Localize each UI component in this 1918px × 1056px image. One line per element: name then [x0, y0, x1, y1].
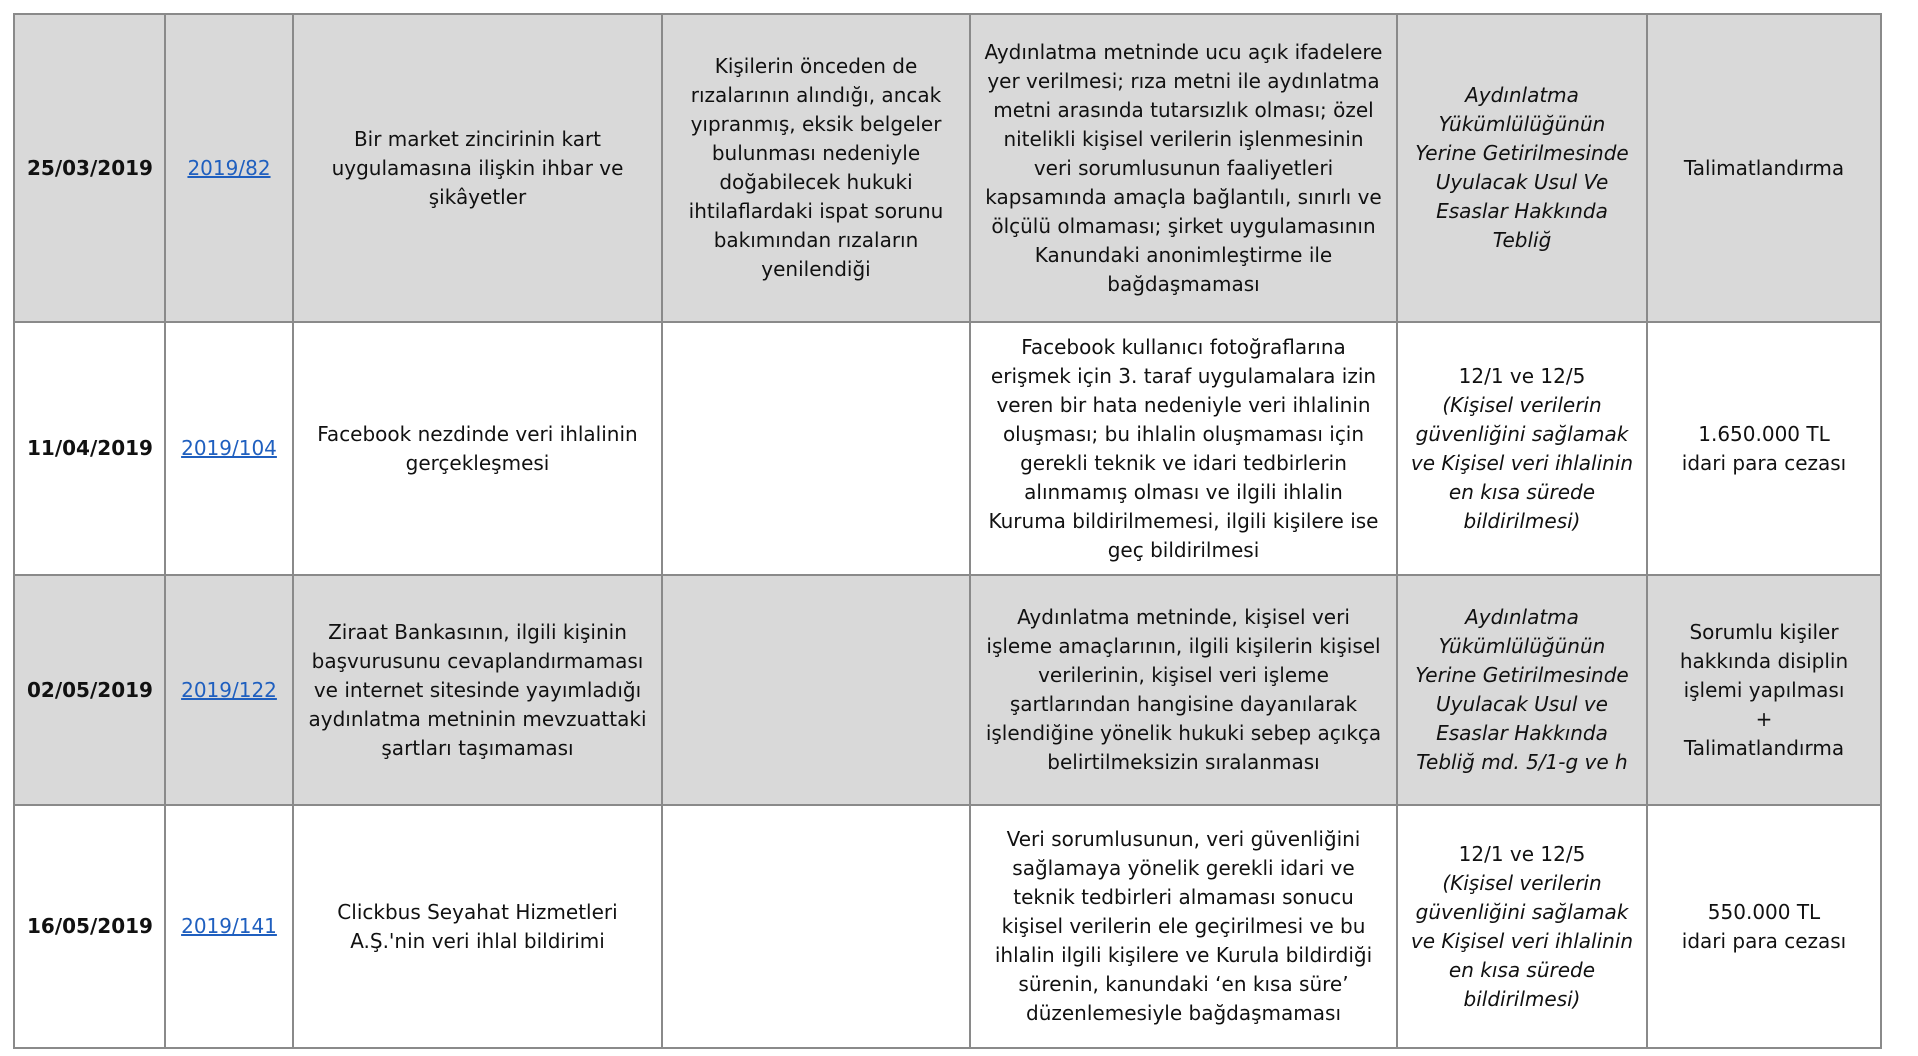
decision-cell: [165, 575, 293, 805]
table-row: [14, 805, 1881, 1048]
subject-cell: Clickbus Seyahat Hizmetleri A.Ş.'nin veri ihlal bildirimi: [293, 805, 662, 1048]
date-cell: 02/05/2019: [14, 575, 165, 805]
decision-link[interactable]: 2019/104: [181, 436, 277, 460]
table-row: [14, 14, 1881, 322]
date-cell: 11/04/2019: [14, 322, 165, 575]
regulation-ref: 12/1 ve 12/5: [1458, 363, 1586, 388]
decision-link[interactable]: 2019/122: [181, 677, 277, 702]
decision-cell: [165, 322, 293, 575]
regulation-cell: [1397, 805, 1647, 1048]
table-row: [14, 575, 1881, 805]
subject-cell: Bir market zincirinin kart uygulamasına ilişkin ihbar ve şikâyetler: [293, 14, 662, 322]
sanction-cell: [1647, 575, 1881, 805]
violation-cell: Facebook kullanıcı fotoğraflarına erişmek için 3. taraf uygulamalara izin veren bir hata nedeniyle veri ihlalinin oluşması; bu ihlalin oluşmaması için gerekli teknik ve idari tedbirlerin alınmamış olması ve ilgili ihlalin Kuruma bildirilmemesi, ilgili kişilere ise geç bildirilmesi: [970, 322, 1397, 575]
note-cell: [662, 322, 970, 575]
violation-cell: Aydınlatma metninde, kişisel veri işleme amaçlarının, ilgili kişilerin kişisel verilerinin, kişisel veri işleme şartlarından hangisine dayanılarak işlendiğine yönelik hukuki sebep açıkça belirtilmeksizin sıralanması: [970, 575, 1397, 805]
decisions-table: [13, 13, 1882, 1049]
decision-cell: [165, 14, 293, 322]
table-row: [14, 322, 1881, 575]
sanction-line: Talimatlandırma: [1683, 735, 1845, 760]
regulation-ref: 12/1 ve 12/5: [1458, 841, 1586, 866]
subject-cell: Facebook nezdinde veri ihlalinin gerçekleşmesi: [293, 322, 662, 575]
sanction-line: Talimatlandırma: [1683, 155, 1845, 180]
violation-cell: Aydınlatma metninde ucu açık ifadelere yer verilmesi; rıza metni ile aydınlatma metni arasında tutarsızlık olması; özel nitelikli kişisel verilerin işlenmesinin veri sorumlusunun faaliyetleri kapsamında amaçla bağlantılı, sınırlı ve ölçülü olmaması; şirket uygulamasının Kanundaki anonimleştirme ile bağdaşmaması: [970, 14, 1397, 322]
regulation-text: (Kişisel verilerin güvenliğini sağlamak ve Kişisel veri ihlalinin en kısa sürede bildirilmesi): [1410, 392, 1634, 533]
sanction-line: Sorumlu kişiler hakkında disiplin işlemi yapılması: [1679, 619, 1849, 702]
regulation-text: (Kişisel verilerin güvenliğini sağlamak ve Kişisel veri ihlalinin en kısa sürede bildirilmesi): [1410, 870, 1634, 1011]
note-cell: [662, 805, 970, 1048]
decision-link[interactable]: 2019/82: [187, 155, 271, 180]
sanction-line: idari para cezası: [1681, 450, 1847, 475]
regulation-cell: [1397, 14, 1647, 322]
regulation-cell: [1397, 322, 1647, 575]
regulation-text: Aydınlatma Yükümlülüğünün Yerine Getirilmesinde Uyulacak Usul ve Esaslar Hakkında Tebliğ md. 5/1-g ve h: [1415, 605, 1629, 774]
violation-cell: Veri sorumlusunun, veri güvenliğini sağlamaya yönelik gerekli idari ve teknik tedbirleri almaması sonucu kişisel verilerin ele geçirilmesi ve bu ihlalin ilgili kişilere ve Kurula bildirdiği sürenin, kanundaki ‘en kısa süre’ düzenlemesiyle bağdaşmaması: [970, 805, 1397, 1048]
sanction-line: idari para cezası: [1681, 928, 1847, 953]
date-cell: 16/05/2019: [14, 805, 165, 1048]
subject-cell: Ziraat Bankasının, ilgili kişinin başvurusunu cevaplandırmaması ve internet sitesinde yayımladığı aydınlatma metninin mevzuattaki şartları taşımaması: [293, 575, 662, 805]
sanction-cell: [1647, 805, 1881, 1048]
regulation-text: Aydınlatma Yükümlülüğünün Yerine Getirilmesinde Uyulacak Usul Ve Esaslar Hakkında Tebliğ: [1415, 83, 1629, 252]
decision-link[interactable]: 2019/141: [181, 914, 277, 938]
sanction-line: 1.650.000 TL: [1698, 421, 1830, 446]
sanction-line: 550.000 TL: [1707, 899, 1821, 924]
sanction-cell: [1647, 322, 1881, 575]
note-cell: [662, 575, 970, 805]
decision-cell: [165, 805, 293, 1048]
date-cell: 25/03/2019: [14, 14, 165, 322]
sanction-line: +: [1755, 706, 1773, 731]
note-cell: Kişilerin önceden de rızalarının alındığı, ancak yıpranmış, eksik belgeler bulunması nedeniyle doğabilecek hukuki ihtilaflardaki ispat sorunu bakımından rızaların yenilendiği: [662, 14, 970, 322]
regulation-cell: [1397, 575, 1647, 805]
sanction-cell: [1647, 14, 1881, 322]
